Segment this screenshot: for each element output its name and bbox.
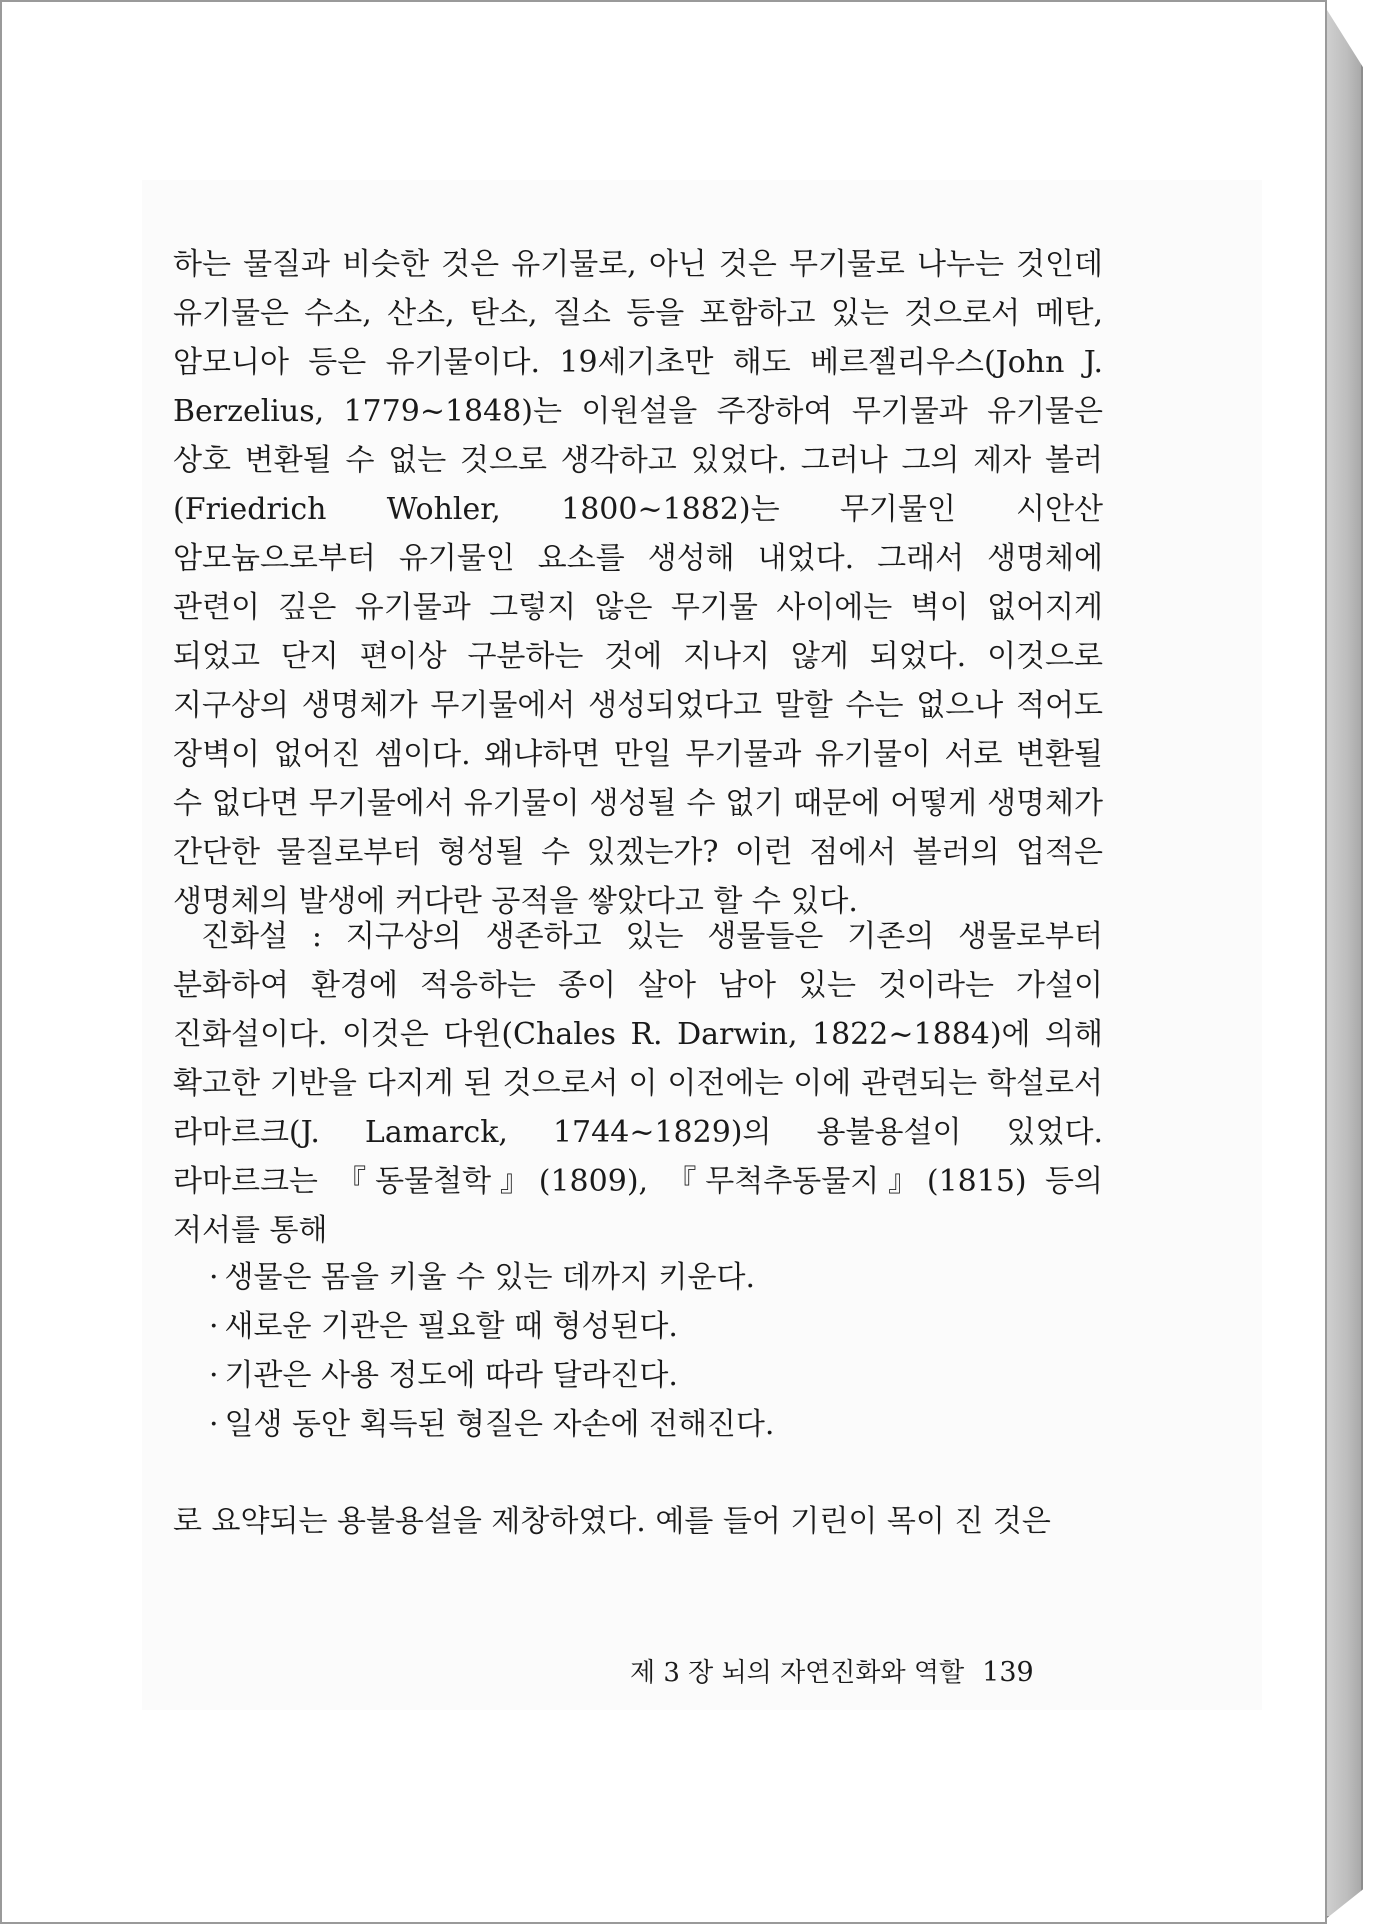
bullet-marker: · (209, 1407, 219, 1442)
bullet-marker: · (209, 1260, 219, 1295)
running-footer (630, 1652, 1070, 1692)
list-item (209, 1400, 1103, 1449)
list-item (209, 1351, 1103, 1400)
list-item-text: 새로운 기관은 필요할 때 형성된다. (224, 1309, 678, 1344)
paragraph-1: 하는 물질과 비슷한 것은 유기물로, 아닌 것은 무기물로 나누는 것인데 유기물은 수소, 산소, 탄소, 질소 등을 포함하고 있는 것으로서 메탄, 암모니아 등은 유기물이다. 19세기초만 해도 베르젤리우스(John J. Berzelius, 1779~1848)는 이원설을 주장하여 무기물과 유기물은 상호 변환될 수 없는 것으로 생각하고 있었다. 그러나 그의 제자 볼러(Friedrich Wohler, 1800~1882)는 무기물인 시안산 암모늄으로부터 유기물인 요소를 생성해 내었다. 그래서 생명체에 관련이 깊은 유기물과 그렇지 않은 무기물 사이에는 벽이 없어지게 되었고 단지 편이상 구분하는 것에 지나지 않게 되었다. 이것으로 지구상의 생명체가 무기물에서 생성되었다고 말할 수는 없으나 적어도 장벽이 없어진 셈이다. 왜냐하면 만일 무기물과 유기물이 서로 변환될 수 없다면 무기물에서 유기물이 생성될 수 없기 때문에 어떻게 생명체가 간단한 물질로부터 형성될 수 있겠는가? 이런 점에서 볼러의 업적은 생명체의 발생에 커다란 공적을 쌓았다고 할 수 있다. (173, 247, 1103, 919)
page-edge (1327, 10, 1363, 1918)
list-item-text: 생물은 몸을 키울 수 있는 데까지 키운다. (224, 1260, 755, 1295)
closing-paragraph: 로 요약되는 용불용설을 제창하였다. 예를 들어 기린이 목이 진 것은 (173, 1504, 1051, 1539)
list-item (209, 1253, 1103, 1302)
list-item-text: 일생 동안 획득된 형질은 자손에 전해진다. (224, 1407, 775, 1442)
paragraph-2: 진화설 : 지구상의 생존하고 있는 생물들은 기존의 생물로부터 분화하여 환경에 적응하는 종이 살아 남아 있는 것이라는 가설이 진화설이다. 이것은 다윈(Chales R. Darwin, 1822~1884)에 의해 확고한 기반을 다지게 된 것으로서 이 이전에는 이에 관련되는 학설로서 라마르크(J. Lamarck, 1744~1829)의 용불용설이 있었다. 라마르크는 『동물철학』(1809), 『무척추동물지』(1815) 등의 저서를 통해 (173, 919, 1103, 1248)
bullet-marker: · (209, 1358, 219, 1393)
page-body (173, 240, 1103, 1546)
chapter-title: 제 3 장 뇌의 자연진화와 역할 (630, 1658, 965, 1688)
list-item (209, 1302, 1103, 1351)
list-item-text: 기관은 사용 정도에 따라 달라진다. (224, 1358, 678, 1393)
bullet-marker: · (209, 1309, 219, 1344)
bullet-list (173, 1253, 1103, 1449)
page-number: 139 (982, 1657, 1034, 1688)
